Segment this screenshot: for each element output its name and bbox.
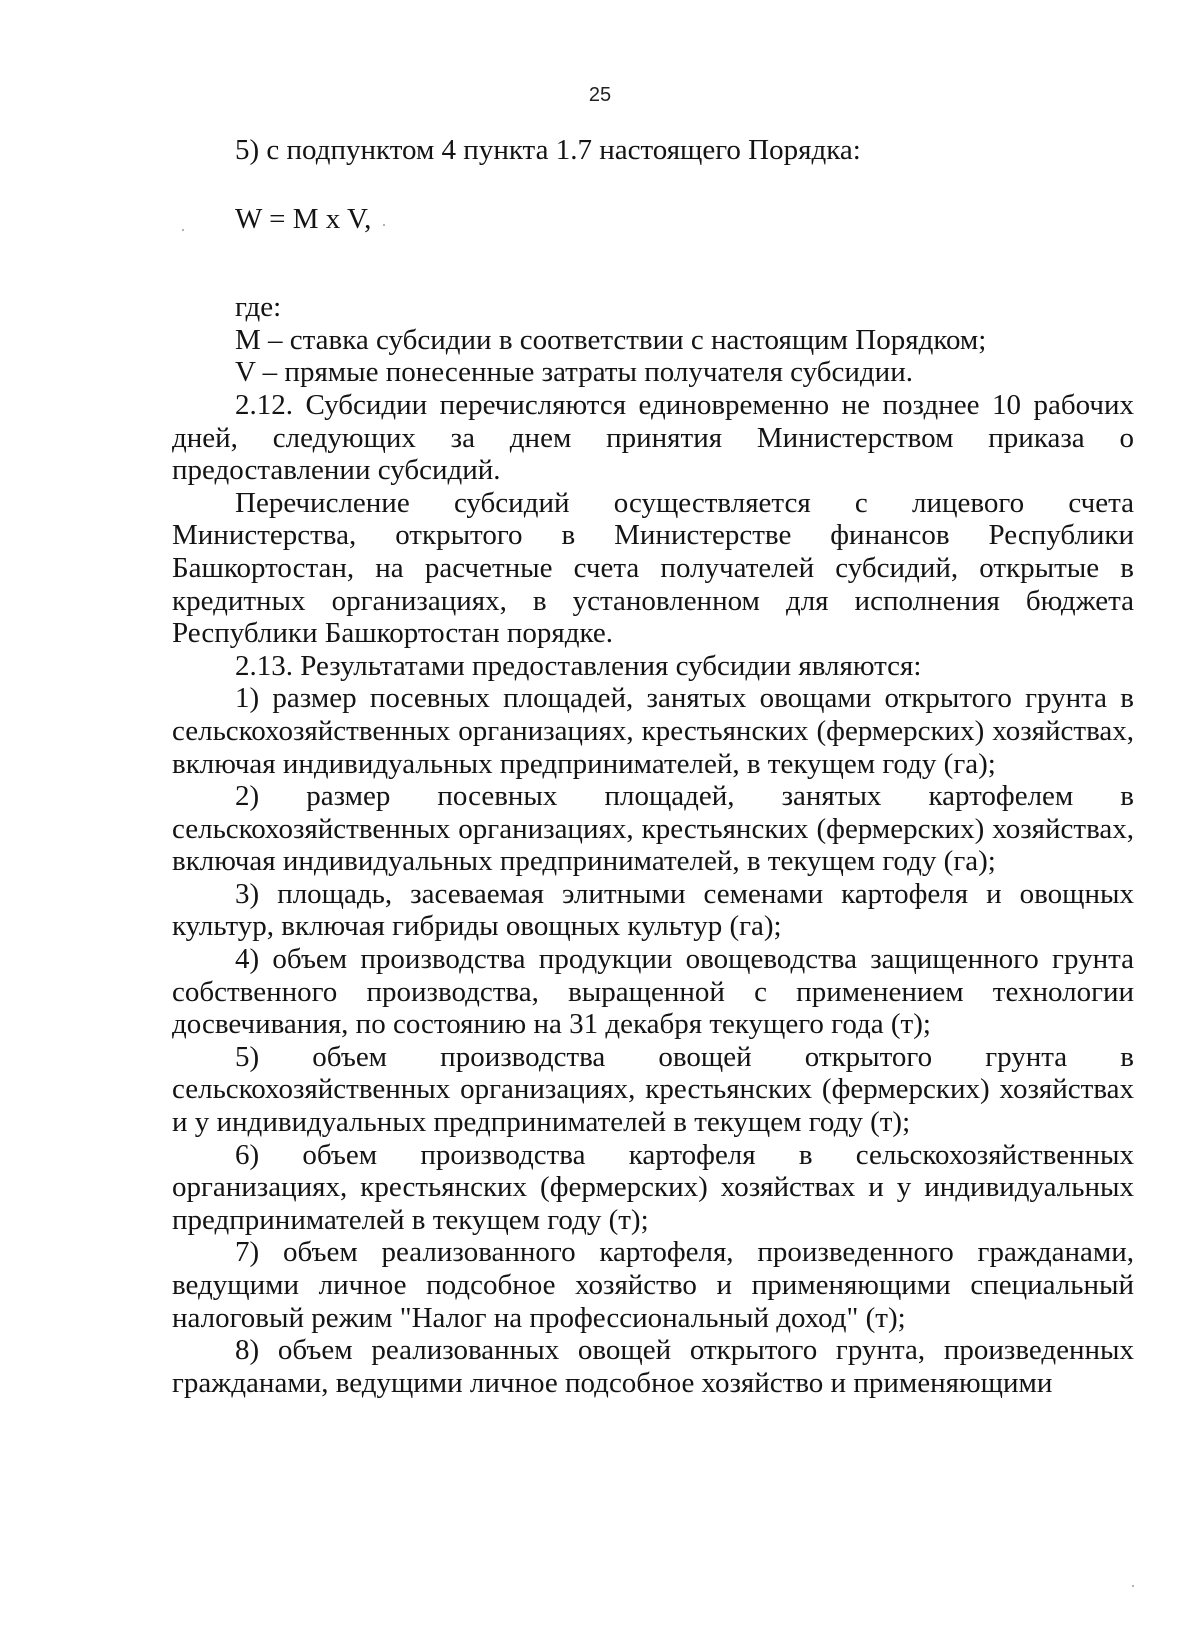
paragraph-2-13: 2.13. Результатами предоставления субсидии являются: [235, 649, 922, 682]
formula-where-label: где: [235, 291, 282, 324]
paragraph-transfer: Перечисление субсидий осуществляется с лицевого счета Министерства, открытого в Министерстве финансов Республики Башкортостан, на расчетные счета получателей субсидий, открытые в кредитных организациях, в установленном для исполнения бюджета Республики Башкортостан порядке. [172, 486, 1134, 650]
result-item-6: 6) объем производства картофеля в сельскохозяйственных организациях, крестьянских (фермерских) хозяйствах и у индивидуальных предпринимателей в текущем году (т); [172, 1138, 1134, 1236]
result-item-4: 4) объем производства продукции овощеводства защищенного грунта собственного производства, выращенной с применением технологии досвечивания, по состоянию на 31 декабря текущего года (т); [172, 943, 1134, 1041]
result-item-7: 7) объем реализованного картофеля, произведенного гражданами, ведущими личное подсобное хозяйство и применяющими специальный налоговый режим "Налог на профессиональный доход" (т); [172, 1236, 1134, 1334]
result-item-8: 8) объем реализованных овощей открытого грунта, произведенных гражданами, ведущими личное подсобное хозяйство и применяющими [172, 1334, 1134, 1399]
paragraph-2-12: 2.12. Субсидии перечисляются единовременно не позднее 10 рабочих дней, следующих за днем принятия Министерством приказа о предоставлении субсидий. [172, 388, 1134, 487]
formula-definition-m: M – ставка субсидии в соответствии с настоящим Порядком; [235, 323, 987, 356]
scan-speck [383, 224, 385, 226]
result-item-5: 5) объем производства овощей открытого грунта в сельскохозяйственных организациях, крестьянских (фермерских) хозяйствах и у индивидуальных предпринимателей в текущем году (т); [172, 1040, 1134, 1139]
scan-speck [1132, 1585, 1134, 1587]
document-body [172, 134, 1134, 1399]
paragraph-subpoint-5-intro: 5) с подпунктом 4 пункта 1.7 настоящего Порядка: [235, 134, 861, 166]
formula: W = M x V, [235, 202, 372, 235]
page-number: 25 [588, 84, 612, 106]
scan-speck [182, 229, 184, 231]
formula-definition-v: V – прямые понесенные затраты получателя субсидии. [235, 356, 913, 389]
result-item-2: 2) размер посевных площадей, занятых картофелем в сельскохозяйственных организациях, крестьянских (фермерских) хозяйствах, включая индивидуальных предпринимателей, в текущем году (га); [172, 780, 1134, 878]
result-item-1: 1) размер посевных площадей, занятых овощами открытого грунта в сельскохозяйственных организациях, крестьянских (фермерских) хозяйствах, включая индивидуальных предпринимателей, в текущем году (га); [172, 682, 1134, 780]
result-item-3: 3) площадь, засеваемая элитными семенами картофеля и овощных культур, включая гибриды овощных культур (га); [172, 877, 1134, 943]
